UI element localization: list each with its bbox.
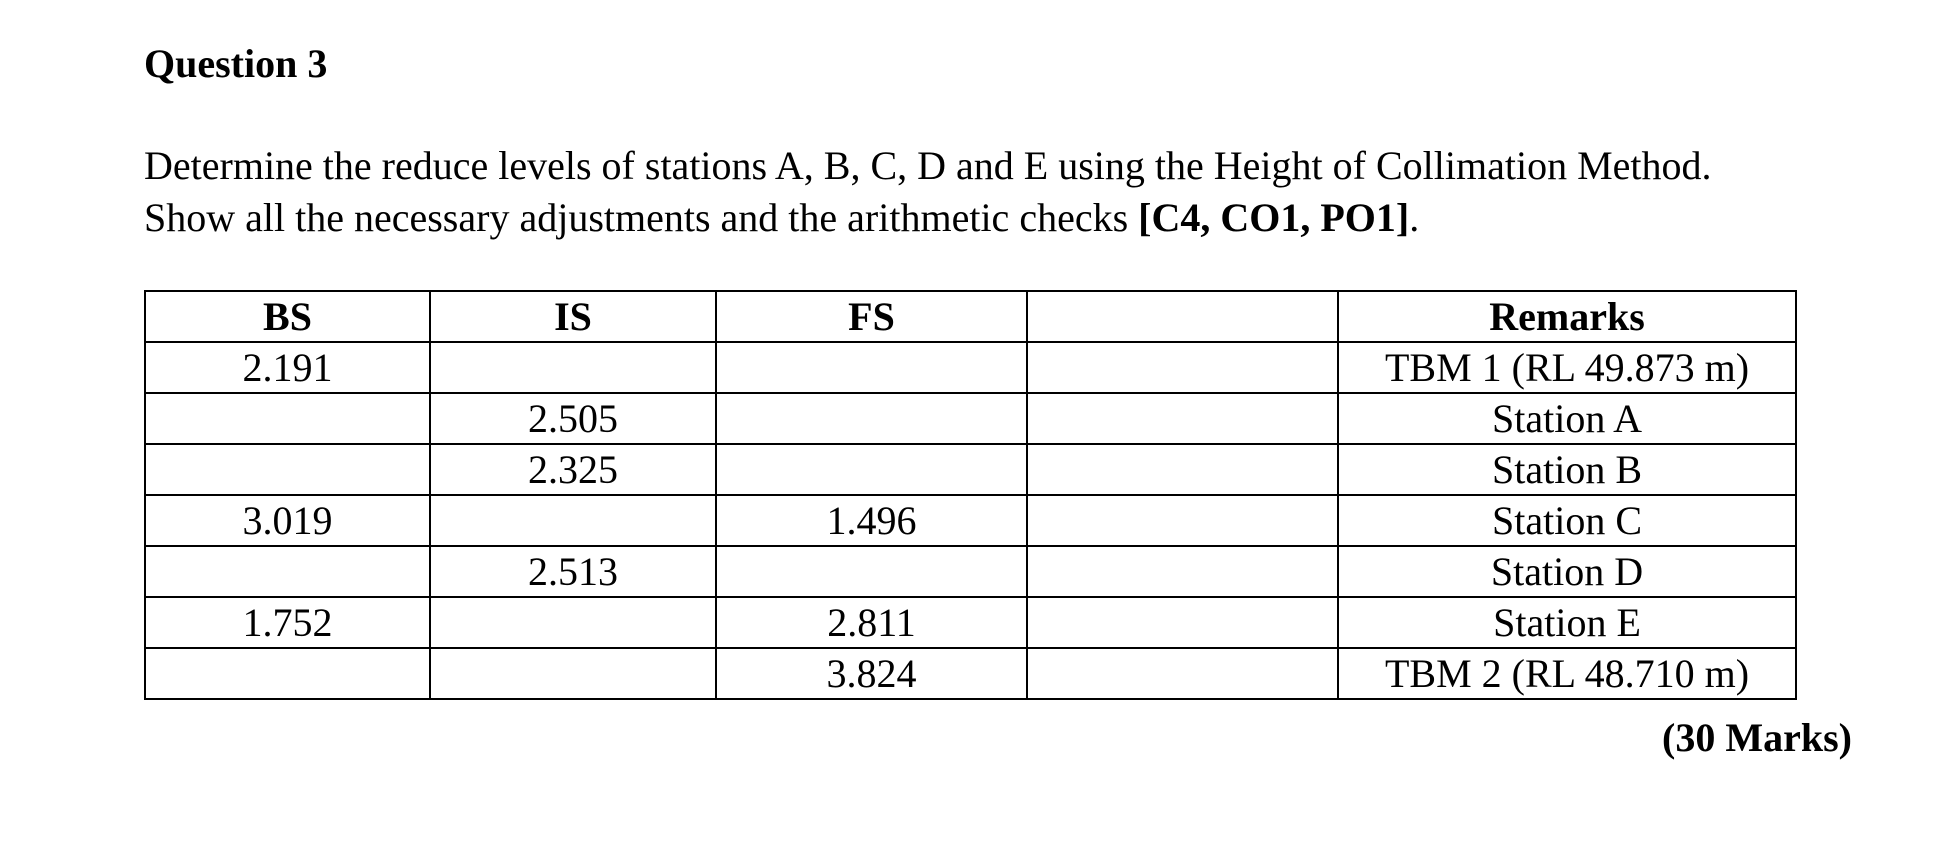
- marks-label: (30 Marks): [1662, 715, 1852, 760]
- cell-blank: [1027, 546, 1338, 597]
- course-outcome-codes: [C4, CO1, PO1]: [1138, 195, 1410, 240]
- instruction-line-2-end: .: [1409, 195, 1420, 240]
- header-is: IS: [430, 291, 716, 342]
- cell-blank: [1027, 495, 1338, 546]
- cell-bs: [145, 648, 430, 699]
- cell-remarks: Station D: [1338, 546, 1796, 597]
- header-fs: FS: [716, 291, 1027, 342]
- cell-bs: 1.752: [145, 597, 430, 648]
- table-row: [145, 648, 1796, 699]
- cell-is: [430, 342, 716, 393]
- cell-blank: [1027, 342, 1338, 393]
- cell-remarks: TBM 2 (RL 48.710 m): [1338, 648, 1796, 699]
- cell-remarks: TBM 1 (RL 49.873 m): [1338, 342, 1796, 393]
- table-row: [145, 597, 1796, 648]
- instruction-line-2-text: Show all the necessary adjustments and the arithmetic checks: [144, 195, 1139, 240]
- cell-fs: 3.824: [716, 648, 1027, 699]
- header-bs: BS: [145, 291, 430, 342]
- cell-bs: [145, 393, 430, 444]
- cell-blank: [1027, 393, 1338, 444]
- cell-fs: [716, 444, 1027, 495]
- cell-fs: [716, 546, 1027, 597]
- cell-is: 2.513: [430, 546, 716, 597]
- cell-bs: [145, 546, 430, 597]
- cell-is: 2.325: [430, 444, 716, 495]
- cell-fs: 1.496: [716, 495, 1027, 546]
- instruction-line-1: Determine the reduce levels of stations A, B, C, D and E using the Height of Collimation Method.: [144, 143, 1712, 188]
- cell-bs: 3.019: [145, 495, 430, 546]
- question-heading: Question 3: [144, 41, 328, 86]
- cell-bs: [145, 444, 430, 495]
- cell-blank: [1027, 444, 1338, 495]
- table-header-row: [145, 291, 1796, 342]
- cell-is: 2.505: [430, 393, 716, 444]
- cell-remarks: Station E: [1338, 597, 1796, 648]
- header-remarks: Remarks: [1338, 291, 1796, 342]
- cell-bs: 2.191: [145, 342, 430, 393]
- table-row: [145, 546, 1796, 597]
- table-row: [145, 495, 1796, 546]
- cell-remarks: Station A: [1338, 393, 1796, 444]
- cell-is: [430, 495, 716, 546]
- levelling-table: [144, 290, 1797, 700]
- cell-remarks: Station C: [1338, 495, 1796, 546]
- cell-fs: [716, 393, 1027, 444]
- cell-is: [430, 648, 716, 699]
- cell-fs: 2.811: [716, 597, 1027, 648]
- table-row: [145, 342, 1796, 393]
- table-row: [145, 393, 1796, 444]
- table-row: [145, 444, 1796, 495]
- question-instruction: [144, 140, 1904, 244]
- cell-is: [430, 597, 716, 648]
- cell-blank: [1027, 597, 1338, 648]
- instruction-line-2: [144, 192, 1904, 244]
- cell-blank: [1027, 648, 1338, 699]
- cell-remarks: Station B: [1338, 444, 1796, 495]
- cell-fs: [716, 342, 1027, 393]
- header-blank: [1027, 291, 1338, 342]
